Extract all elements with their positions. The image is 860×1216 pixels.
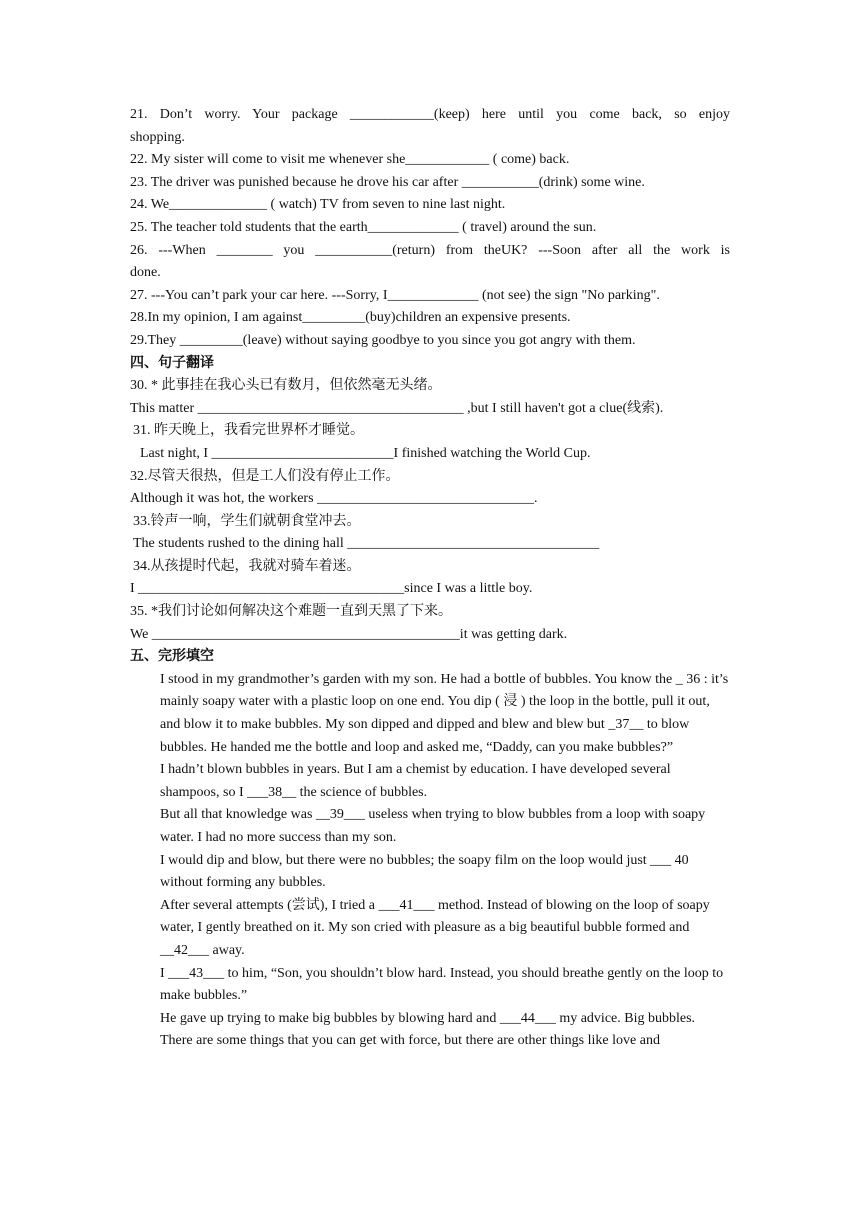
- question-27: 27. ---You can’t park your car here. ---Sorry, I_____________ (not see) the sign "No parking".: [130, 287, 660, 303]
- worksheet-page: [130, 104, 730, 1053]
- translation-31-en: Last night, I __________________________I finished watching the World Cup.: [140, 445, 591, 461]
- cloze-paragraph-4: I would dip and blow, but there were no bubbles; the soapy film on the loop would just ___ 40 without forming any bubbles.: [160, 852, 689, 891]
- question-26-line2: done.: [130, 265, 161, 281]
- question-21-line1: 21. Don’t worry. Your package ____________(keep) here until you come back, so enjoy: [130, 107, 730, 122]
- question-23: 23. The driver was punished because he drove his car after ___________(drink) some wine.: [130, 174, 645, 190]
- cloze-paragraph-5: After several attempts (尝试), I tried a ___41___ method. Instead of blowing on the loop of soapy water, I gently breathed on it. My son cried with pleasure as a big beautiful bubble formed and __42___ away.: [160, 897, 710, 958]
- cloze-paragraph-6: I ___43___ to him, “Son, you shouldn’t blow hard. Instead, you should breathe gently on the loop to make bubbles.”: [160, 965, 724, 1004]
- cloze-paragraph-8: There are some things that you can get with force, but there are other things like love and: [160, 1033, 660, 1049]
- translation-34-zh: 34.从孩提时代起，我就对骑车着迷。: [133, 558, 361, 574]
- translation-33-zh: 33.铃声一响，学生们就朝食堂冲去。: [133, 513, 361, 529]
- question-22: 22. My sister will come to visit me whenever she____________ ( come) back.: [130, 152, 570, 168]
- question-28: 28.In my opinion, I am against_________(buy)children an expensive presents.: [130, 310, 571, 326]
- question-25: 25. The teacher told students that the earth_____________ ( travel) around the sun.: [130, 219, 597, 235]
- question-21: [130, 104, 730, 149]
- translation-30-en: This matter ______________________________________ ,but I still haven't got a clue(线索).: [130, 400, 664, 416]
- cloze-paragraph-1: I stood in my grandmother’s garden with my son. He had a bottle of bubbles. You know the _ 36 : it’s mainly soapy water with a plastic loop on one end. You dip ( 浸 ) the loop in the bottle, pull it out, and blow it to make bubbles. My son dipped and dipped and blew and blew but _37__ to blow bubbles. He handed me the bottle and loop and asked me, “Daddy, can you make bubbles?”: [160, 671, 729, 755]
- translation-31-zh: 31. 昨天晚上，我看完世界杯才睡觉。: [133, 423, 364, 439]
- question-29: 29.They _________(leave) without saying goodbye to you since you got angry with them.: [130, 332, 636, 348]
- translation-32-en: Although it was hot, the workers _______________________________.: [130, 491, 538, 507]
- section-5-heading: 五、完形填空: [130, 649, 214, 665]
- cloze-paragraph-7: He gave up trying to make big bubbles by blowing hard and ___44___ my advice. Big bubbles.: [160, 1010, 696, 1026]
- translation-33-en: The students rushed to the dining hall ____________________________________: [133, 536, 600, 552]
- section-4-heading: 四、句子翻译: [130, 355, 214, 371]
- cloze-paragraph-3: But all that knowledge was __39___ useless when trying to blow bubbles from a loop with soapy water. I had no more success than my son.: [160, 807, 706, 845]
- question-26: [130, 240, 730, 285]
- question-24: 24. We______________ ( watch) TV from seven to nine last night.: [130, 197, 506, 213]
- question-26-line1: 26. ---When ________ you ___________(return) from theUK? ---Soon after all the work is: [130, 242, 730, 258]
- translation-35-zh: 35. *我们讨论如何解决这个难题一直到天黑了下来。: [130, 604, 452, 620]
- translation-32-zh: 32.尽管天很热，但是工人们没有停止工作。: [130, 468, 400, 484]
- question-21-line2: shopping.: [130, 129, 185, 145]
- translation-35-en: We ____________________________________________it was getting dark.: [130, 626, 568, 642]
- translation-30-zh: 30. * 此事挂在我心头已有数月，但依然毫无头绪。: [130, 378, 442, 394]
- translation-34-en: I ______________________________________since I was a little boy.: [130, 581, 533, 597]
- cloze-paragraph-2: I hadn’t blown bubbles in years. But I am a chemist by education. I have developed several shampoos, so I ___38__ the science of bubbles.: [160, 762, 671, 800]
